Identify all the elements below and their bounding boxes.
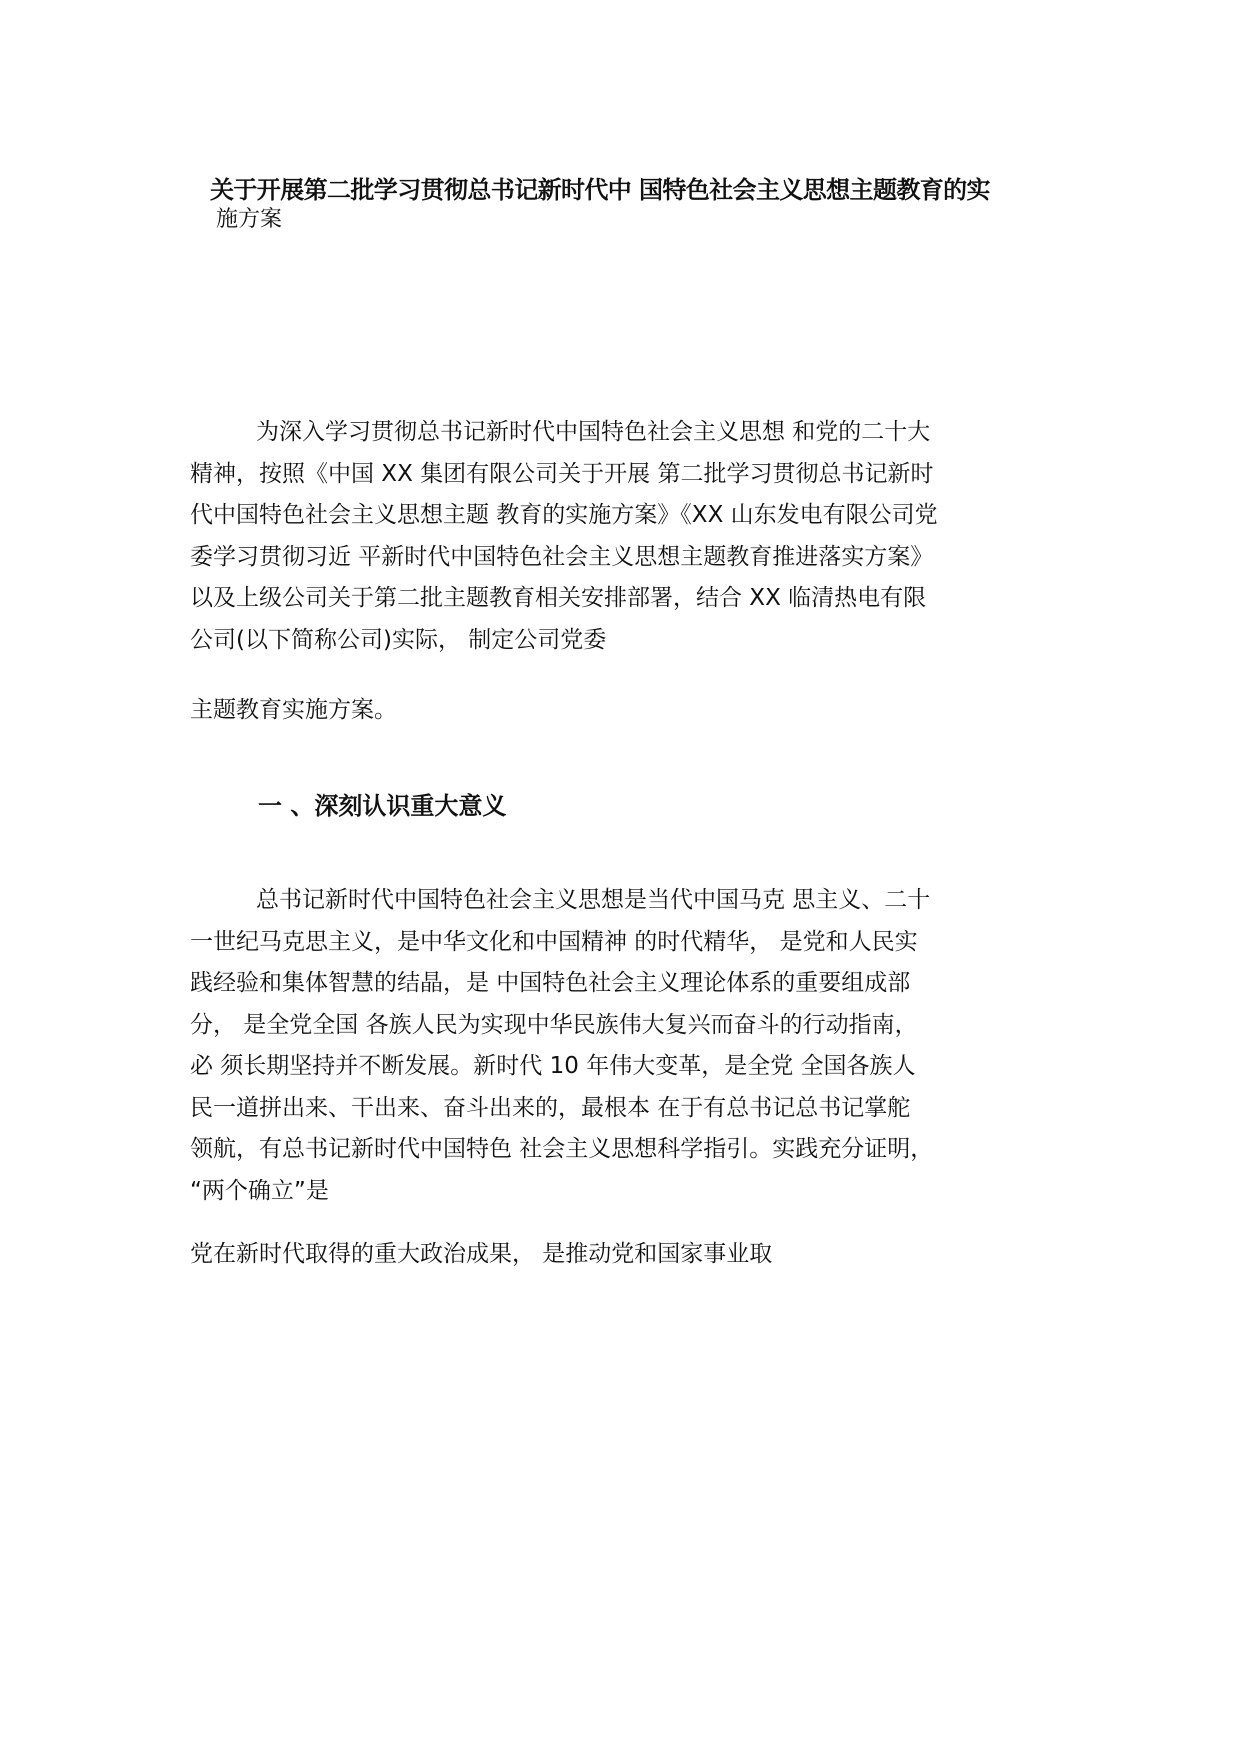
paragraph-line: 领航，有总书记新时代中国特色 社会主义思想科学指引。实践充分证明， — [190, 1136, 934, 1162]
document-title-continued: 施方案 — [216, 207, 283, 232]
section1-paragraph-tail: 党在新时代取得的重大政治成果， 是推动党和国家事业取 — [190, 1241, 773, 1267]
paragraph-line: 以及上级公司关于第二批主题教育相关安排部署，结合 XX 临清热电有限 — [190, 585, 927, 611]
paragraph-line: 民一道拼出来、干出来、奋斗出来的，最根本 在于有总书记总书记掌舵 — [190, 1094, 911, 1121]
paragraph-line: 践经验和集体智慧的结晶，是 中国特色社会主义理论体系的重要组成部 — [190, 970, 911, 996]
paragraph-line: 总书记新时代中国特色社会主义思想是当代中国马克 思主义、二十 — [256, 887, 931, 913]
section-heading: 一 、深刻认识重大意义 — [258, 792, 507, 820]
paragraph-line: “两个确立”是 — [190, 1177, 329, 1204]
paragraph-line: 一世纪马克思主义，是中华文化和中国精神 的时代精华， 是党和人民实 — [190, 928, 918, 955]
paragraph-line: 分， 是全党全国 各族人民为实现中华民族伟大复兴而奋斗的行动指南， — [190, 1011, 918, 1038]
paragraph-line: 委学习贯彻习近 平新时代中国特色社会主义思想主题教育推进落实方案》 — [190, 543, 934, 570]
section1-paragraph — [190, 880, 1060, 1212]
paragraph-line: 精神，按照《中国 XX 集团有限公司关于开展 第二批学习贯彻总书记新时 — [190, 460, 934, 487]
document-title: 关于开展第二批学习贯彻总书记新时代中 国特色社会主义思想主题教育的实 — [210, 176, 990, 204]
paragraph-line: 必 须长期坚持并不断发展。新时代 10 年伟大变革，是全党 全国各族人 — [190, 1053, 916, 1079]
paragraph-line: 代中国特色社会主义思想主题 教育的实施方案》《XX 山东发电有限公司党 — [190, 502, 938, 528]
paragraph-line: 为深入学习贯彻总书记新时代中国特色社会主义思想 和党的二十大 — [256, 419, 931, 445]
intro-paragraph — [190, 412, 1060, 661]
intro-paragraph-tail: 主题教育实施方案。 — [190, 697, 397, 723]
paragraph-line: 公司(以下简称公司)实际， 制定公司党委 — [190, 626, 607, 653]
